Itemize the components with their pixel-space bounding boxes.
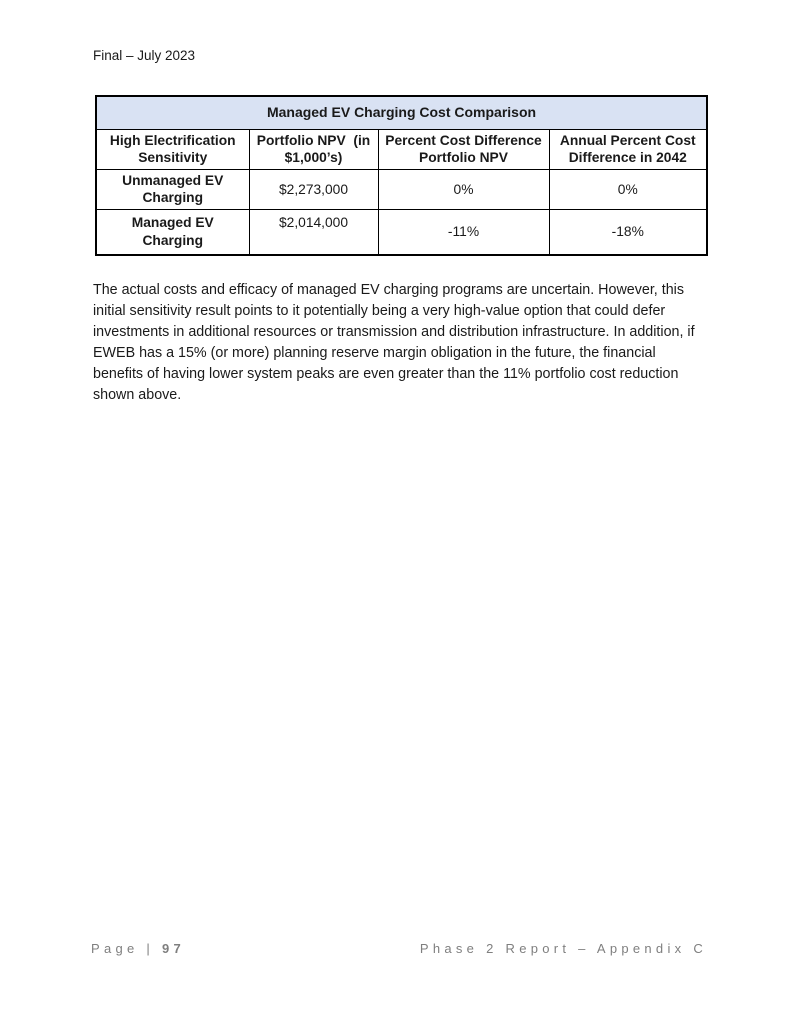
- column-header-sensitivity: High Electrification Sensitivity: [96, 129, 249, 169]
- footer-report-title: Phase 2 Report – Appendix C: [419, 941, 707, 956]
- annual-pct-diff-value-managed: -18%: [549, 210, 707, 255]
- document-version-header: Final – July 2023: [93, 48, 196, 63]
- column-header-annual-pct-cost-difference: Annual Percent Cost Difference in 2042: [549, 129, 707, 169]
- table-title: Managed EV Charging Cost Comparison: [96, 96, 707, 129]
- table-row: [96, 169, 707, 209]
- table-row: [96, 210, 707, 255]
- pct-diff-value-managed: -11%: [378, 210, 549, 255]
- footer-page-indicator: [91, 941, 185, 956]
- pct-diff-value-unmanaged: 0%: [378, 169, 549, 209]
- table-title-row: [96, 96, 707, 129]
- footer-page-number: 97: [162, 941, 186, 956]
- column-header-pct-cost-difference: Percent Cost Difference Portfolio NPV: [378, 129, 549, 169]
- ev-charging-cost-table: [95, 95, 708, 256]
- npv-value-unmanaged: $2,273,000: [249, 169, 378, 209]
- column-header-portfolio-npv: Portfolio NPV (in $1,000’s): [249, 129, 378, 169]
- annual-pct-diff-value-unmanaged: 0%: [549, 169, 707, 209]
- npv-value-managed: $2,014,000: [249, 210, 378, 255]
- table-header-row: [96, 129, 707, 169]
- row-label-unmanaged: Unmanaged EV Charging: [96, 169, 249, 209]
- body-paragraph: The actual costs and efficacy of managed EV charging programs are uncertain. However, this initial sensitivity result points to it potentially being a very high-value option that could defer investments in additional resources or transmission and distribution infrastructure. In addition, if EWEB has a 15% (or more) planning reserve margin obligation in the future, the financial benefits of having lower system peaks are even greater than the 11% portfolio cost reduction shown above.: [93, 282, 695, 403]
- footer-page-label: Page |: [91, 941, 162, 956]
- page-footer: [91, 941, 707, 956]
- row-label-managed: Managed EV Charging: [96, 210, 249, 255]
